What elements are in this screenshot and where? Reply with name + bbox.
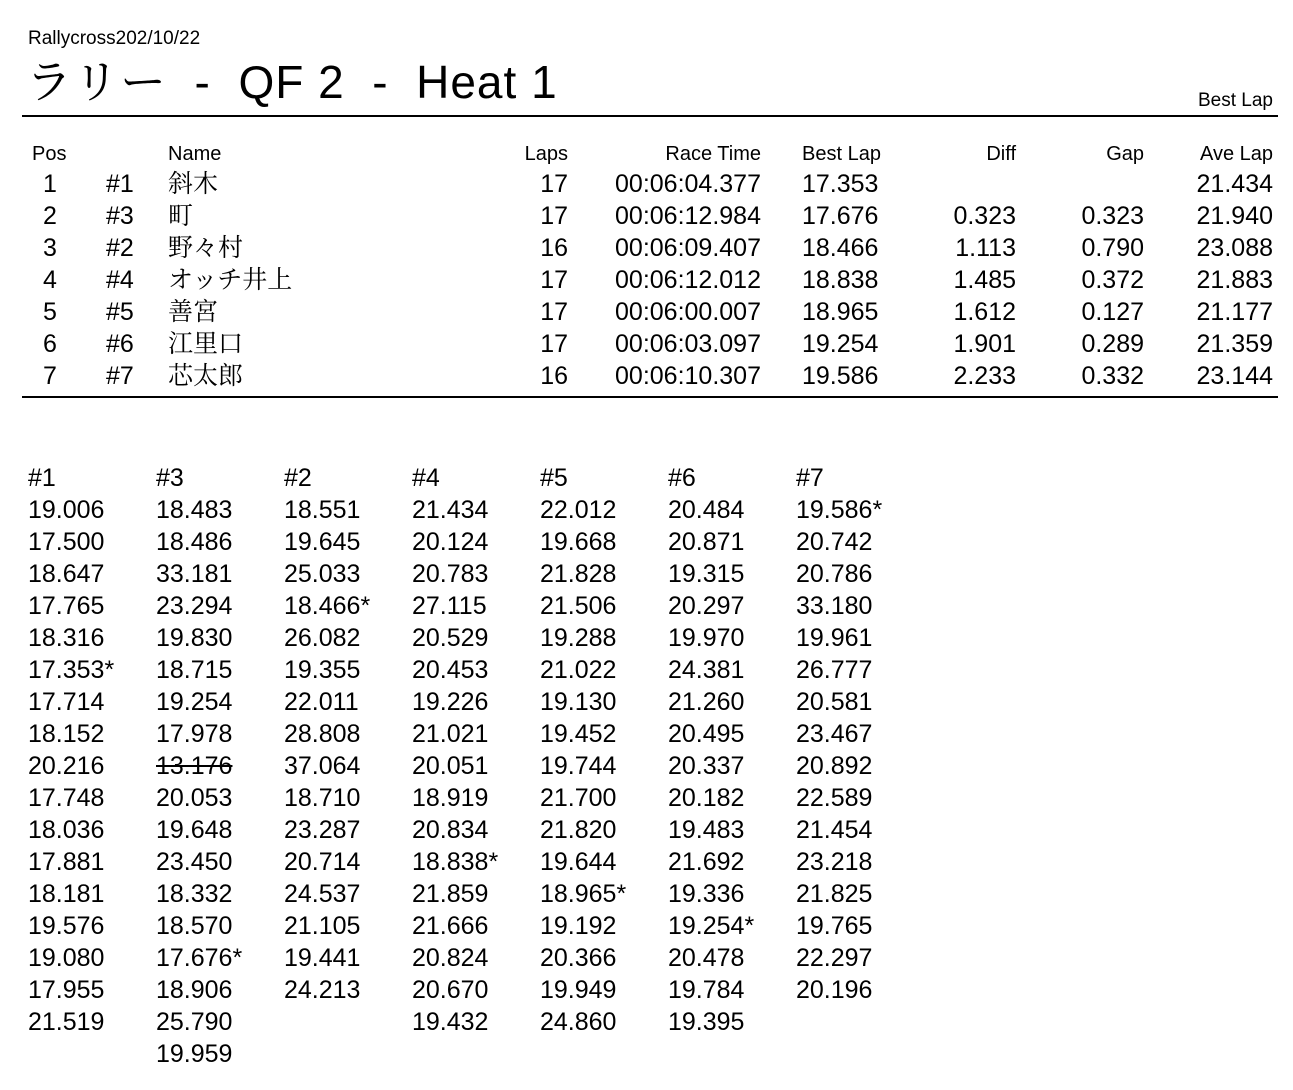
lap-time: 20.824 xyxy=(412,944,489,972)
result-car-number: #2 xyxy=(106,234,134,262)
lap-time: 19.970 xyxy=(668,624,745,652)
lap-time: 20.478 xyxy=(668,944,745,972)
result-driver-name: 町 xyxy=(168,202,194,230)
lap-time: 18.715 xyxy=(156,656,233,684)
lap-time: 18.483 xyxy=(156,496,233,524)
lap-time: 17.714 xyxy=(28,688,105,716)
lap-time: 19.006 xyxy=(28,496,105,524)
lap-time: 20.670 xyxy=(412,976,489,1004)
lap-time: 37.064 xyxy=(284,752,361,780)
lap-time: 18.181 xyxy=(28,880,105,908)
result-race-time: 00:06:04.377 xyxy=(615,170,761,198)
lap-time: 18.551 xyxy=(284,496,361,524)
lap-column xyxy=(540,462,668,1038)
lap-time: 18.965* xyxy=(540,880,627,908)
result-race-time: 00:06:03.097 xyxy=(615,330,761,358)
lap-time: 20.124 xyxy=(412,528,489,556)
lap-time: 21.700 xyxy=(540,784,617,812)
result-gap: 0.127 xyxy=(1081,298,1144,326)
lap-time: 19.483 xyxy=(668,816,745,844)
lap-time: 20.337 xyxy=(668,752,745,780)
result-pos: 6 xyxy=(43,330,57,358)
result-race-time: 00:06:09.407 xyxy=(615,234,761,262)
lap-time: 23.450 xyxy=(156,848,233,876)
lap-time: 20.053 xyxy=(156,784,233,812)
lap-time: 18.036 xyxy=(28,816,105,844)
result-laps: 17 xyxy=(540,202,568,230)
lap-time: 21.820 xyxy=(540,816,617,844)
header-best-lap: Best Lap xyxy=(802,143,881,165)
lap-time: 19.648 xyxy=(156,816,233,844)
result-row xyxy=(0,360,1293,392)
lap-time: 21.859 xyxy=(412,880,489,908)
lap-time: 20.714 xyxy=(284,848,361,876)
result-ave-lap: 21.883 xyxy=(1196,266,1273,294)
lap-time: 20.834 xyxy=(412,816,489,844)
lap-column-car: #1 xyxy=(28,464,56,492)
lap-time: 20.484 xyxy=(668,496,745,524)
header-gap: Gap xyxy=(1106,143,1144,165)
result-best-lap: 17.353 xyxy=(802,170,879,198)
lap-time: 21.666 xyxy=(412,912,489,940)
result-laps: 17 xyxy=(540,330,568,358)
lap-time-deleted: 13.176 xyxy=(156,752,233,780)
result-ave-lap: 21.359 xyxy=(1196,330,1273,358)
result-diff: 1.901 xyxy=(953,330,1016,358)
result-row xyxy=(0,200,1293,232)
lap-time: 23.218 xyxy=(796,848,873,876)
lap-time: 26.082 xyxy=(284,624,361,652)
lap-time: 18.710 xyxy=(284,784,361,812)
result-row xyxy=(0,232,1293,264)
result-pos: 4 xyxy=(43,266,57,294)
lap-time: 22.589 xyxy=(796,784,873,812)
lap-time: 21.506 xyxy=(540,592,617,620)
result-driver-name: 斜木 xyxy=(168,170,219,198)
result-ave-lap: 21.177 xyxy=(1196,298,1273,326)
lap-time: 20.581 xyxy=(796,688,873,716)
lap-time: 20.196 xyxy=(796,976,873,1004)
lap-time: 17.353* xyxy=(28,656,115,684)
lap-time: 19.355 xyxy=(284,656,361,684)
result-ave-lap: 23.144 xyxy=(1196,362,1273,390)
lap-time: 24.213 xyxy=(284,976,361,1004)
lap-time: 21.260 xyxy=(668,688,745,716)
lap-time: 27.115 xyxy=(412,592,487,620)
lap-time: 21.692 xyxy=(668,848,745,876)
lap-time: 19.586* xyxy=(796,496,883,524)
result-laps: 17 xyxy=(540,266,568,294)
lap-time: 20.871 xyxy=(668,528,745,556)
result-race-time: 00:06:00.007 xyxy=(615,298,761,326)
result-gap: 0.323 xyxy=(1081,202,1144,230)
result-best-lap: 19.586 xyxy=(802,362,879,390)
lap-column-car: #3 xyxy=(156,464,184,492)
result-diff: 0.323 xyxy=(953,202,1016,230)
lap-time: 18.152 xyxy=(28,720,105,748)
lap-time: 21.454 xyxy=(796,816,873,844)
header-pos: Pos xyxy=(32,143,67,165)
lap-column-car: #6 xyxy=(668,464,696,492)
results-body xyxy=(0,168,1293,392)
result-pos: 3 xyxy=(43,234,57,262)
result-pos: 5 xyxy=(43,298,57,326)
lap-column-car: #7 xyxy=(796,464,824,492)
result-driver-name: 芯太郎 xyxy=(168,362,244,390)
result-laps: 17 xyxy=(540,298,568,326)
result-car-number: #5 xyxy=(106,298,134,326)
header-laps: Laps xyxy=(524,143,568,165)
lap-time: 22.012 xyxy=(540,496,617,524)
lap-time: 21.105 xyxy=(284,912,361,940)
result-pos: 1 xyxy=(43,170,57,198)
lap-time: 18.316 xyxy=(28,624,105,652)
result-car-number: #7 xyxy=(106,362,134,390)
lap-time: 19.744 xyxy=(540,752,617,780)
lap-time: 22.297 xyxy=(796,944,873,972)
lap-time: 25.033 xyxy=(284,560,361,588)
lap-time: 20.529 xyxy=(412,624,489,652)
lap-time: 19.959 xyxy=(156,1040,233,1068)
result-diff: 1.612 xyxy=(953,298,1016,326)
lap-time: 18.838* xyxy=(412,848,499,876)
lap-time: 18.486 xyxy=(156,528,233,556)
result-row xyxy=(0,264,1293,296)
lap-time: 24.381 xyxy=(668,656,745,684)
result-race-time: 00:06:10.307 xyxy=(615,362,761,390)
lap-time: 20.742 xyxy=(796,528,873,556)
lap-time: 19.961 xyxy=(796,624,873,652)
lap-column xyxy=(796,462,924,1006)
result-diff: 1.113 xyxy=(955,234,1016,262)
result-car-number: #4 xyxy=(106,266,134,294)
lap-time: 19.576 xyxy=(28,912,105,940)
result-best-lap: 18.965 xyxy=(802,298,879,326)
lap-time: 20.216 xyxy=(28,752,105,780)
result-gap: 0.372 xyxy=(1081,266,1144,294)
lap-time: 19.830 xyxy=(156,624,233,652)
lap-time: 20.182 xyxy=(668,784,745,812)
lap-time: 19.192 xyxy=(540,912,617,940)
lap-time: 17.978 xyxy=(156,720,233,748)
lap-column-car: #5 xyxy=(540,464,568,492)
lap-time: 17.500 xyxy=(28,528,105,556)
lap-time: 20.366 xyxy=(540,944,617,972)
lap-time: 19.315 xyxy=(668,560,745,588)
header-diff: Diff xyxy=(986,143,1016,165)
result-row xyxy=(0,168,1293,200)
top-divider xyxy=(22,115,1278,117)
event-subtitle: Rallycross202/10/22 xyxy=(28,28,201,49)
lap-time: 19.288 xyxy=(540,624,617,652)
result-diff: 2.233 xyxy=(953,362,1016,390)
lap-time: 23.467 xyxy=(796,720,873,748)
lap-time: 21.022 xyxy=(540,656,617,684)
bottom-divider xyxy=(22,396,1278,398)
lap-time: 20.892 xyxy=(796,752,873,780)
lap-column xyxy=(668,462,796,1038)
results-header-row xyxy=(0,140,1293,168)
result-ave-lap: 21.940 xyxy=(1196,202,1273,230)
lap-column-car: #4 xyxy=(412,464,440,492)
result-car-number: #3 xyxy=(106,202,134,230)
lap-column xyxy=(284,462,412,1006)
result-car-number: #6 xyxy=(106,330,134,358)
lap-time: 21.021 xyxy=(412,720,489,748)
lap-time: 20.297 xyxy=(668,592,745,620)
lap-column xyxy=(156,462,284,1070)
result-race-time: 00:06:12.984 xyxy=(615,202,761,230)
lap-time: 22.011 xyxy=(284,688,359,716)
lap-time: 18.466* xyxy=(284,592,371,620)
lap-time: 18.906 xyxy=(156,976,233,1004)
lap-time: 18.919 xyxy=(412,784,489,812)
result-driver-name: 善宮 xyxy=(168,298,219,326)
lap-time: 19.395 xyxy=(668,1008,745,1036)
lap-time: 19.765 xyxy=(796,912,873,940)
lap-time: 33.180 xyxy=(796,592,873,620)
lap-time: 28.808 xyxy=(284,720,361,748)
result-diff: 1.485 xyxy=(953,266,1016,294)
lap-time: 19.645 xyxy=(284,528,361,556)
header-race-time: Race Time xyxy=(665,143,761,165)
lap-time: 19.784 xyxy=(668,976,745,1004)
lap-time: 19.949 xyxy=(540,976,617,1004)
lap-time: 18.332 xyxy=(156,880,233,908)
lap-time: 19.254* xyxy=(668,912,755,940)
result-race-time: 00:06:12.012 xyxy=(615,266,761,294)
result-pos: 2 xyxy=(43,202,57,230)
lap-time: 17.955 xyxy=(28,976,105,1004)
lap-time: 19.432 xyxy=(412,1008,489,1036)
result-driver-name: オッチ井上 xyxy=(168,266,293,294)
lap-time: 23.287 xyxy=(284,816,361,844)
result-ave-lap: 23.088 xyxy=(1196,234,1273,262)
lap-time: 21.434 xyxy=(412,496,489,524)
result-driver-name: 江里口 xyxy=(168,330,244,358)
result-row xyxy=(0,328,1293,360)
lap-time: 24.537 xyxy=(284,880,361,908)
lap-time: 18.647 xyxy=(28,560,105,588)
report-type-label: Best Lap xyxy=(1198,90,1273,111)
result-best-lap: 19.254 xyxy=(802,330,879,358)
lap-column xyxy=(412,462,540,1038)
lap-time: 20.453 xyxy=(412,656,489,684)
lap-time: 19.254 xyxy=(156,688,233,716)
lap-time: 18.570 xyxy=(156,912,233,940)
page-title: ラリー - QF 2 - Heat 1 xyxy=(26,56,558,108)
header-name: Name xyxy=(168,143,222,165)
results-table xyxy=(0,140,1293,392)
lap-time: 24.860 xyxy=(540,1008,617,1036)
lap-time: 19.452 xyxy=(540,720,617,748)
result-row xyxy=(0,296,1293,328)
result-gap: 0.790 xyxy=(1081,234,1144,262)
result-best-lap: 18.838 xyxy=(802,266,879,294)
lap-time: 20.786 xyxy=(796,560,873,588)
lap-time: 19.130 xyxy=(540,688,617,716)
result-laps: 16 xyxy=(540,234,568,262)
lap-time: 26.777 xyxy=(796,656,873,684)
result-best-lap: 18.466 xyxy=(802,234,879,262)
lap-time: 20.495 xyxy=(668,720,745,748)
lap-time: 19.668 xyxy=(540,528,617,556)
result-best-lap: 17.676 xyxy=(802,202,879,230)
lap-time: 19.441 xyxy=(284,944,361,972)
header-ave-lap: Ave Lap xyxy=(1199,143,1273,165)
result-laps: 17 xyxy=(540,170,568,198)
result-laps: 16 xyxy=(540,362,568,390)
result-gap: 0.289 xyxy=(1081,330,1144,358)
lap-time: 25.790 xyxy=(156,1008,233,1036)
result-pos: 7 xyxy=(43,362,57,390)
lap-time: 20.783 xyxy=(412,560,489,588)
result-gap: 0.332 xyxy=(1081,362,1144,390)
lap-time: 33.181 xyxy=(156,560,233,588)
lap-time: 17.765 xyxy=(28,592,105,620)
lap-time: 19.080 xyxy=(28,944,105,972)
result-car-number: #1 xyxy=(106,170,134,198)
lap-column xyxy=(28,462,156,1038)
lap-column-car: #2 xyxy=(284,464,312,492)
result-driver-name: 野々村 xyxy=(168,234,244,262)
lap-time: 17.676* xyxy=(156,944,243,972)
lap-time: 17.748 xyxy=(28,784,105,812)
lap-time: 21.825 xyxy=(796,880,873,908)
lap-time: 21.828 xyxy=(540,560,617,588)
lap-time: 17.881 xyxy=(28,848,105,876)
lap-time: 19.226 xyxy=(412,688,489,716)
lap-time: 20.051 xyxy=(412,752,489,780)
lap-time: 19.336 xyxy=(668,880,745,908)
lap-time: 19.644 xyxy=(540,848,617,876)
result-ave-lap: 21.434 xyxy=(1196,170,1273,198)
lap-time: 23.294 xyxy=(156,592,233,620)
lap-time: 21.519 xyxy=(28,1008,105,1036)
